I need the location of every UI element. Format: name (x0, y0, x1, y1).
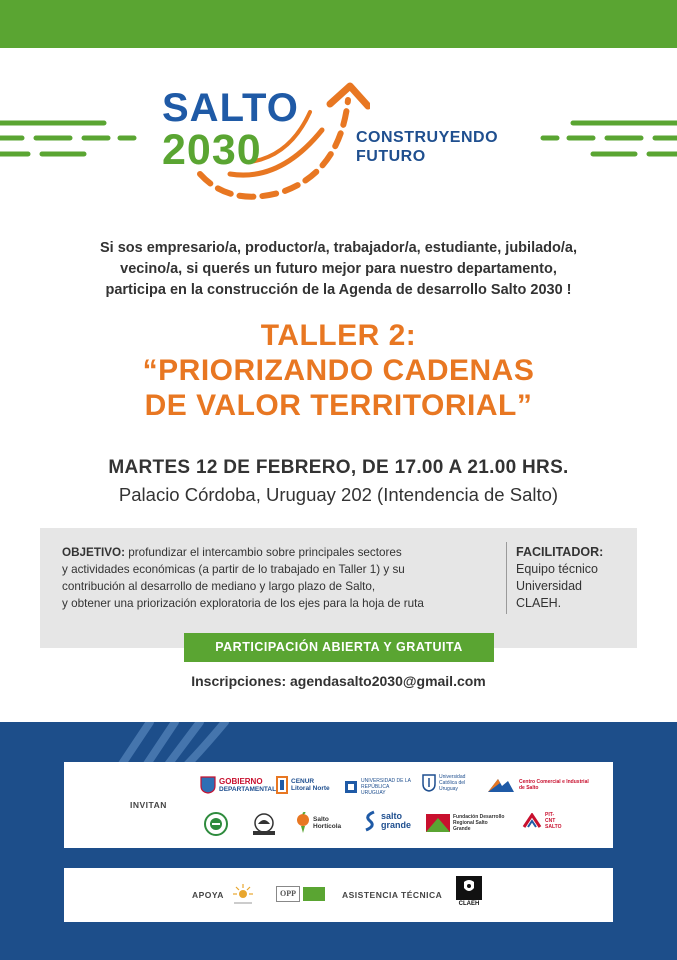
ucu-crest-icon (422, 774, 436, 792)
rural-seal-icon (250, 812, 278, 836)
centro-comercial-mark-icon (486, 776, 516, 794)
objective-text (62, 544, 506, 612)
centro-comercial-logo: Centro Comercial e Industrial de Salto (486, 776, 590, 794)
udelar-mark-icon (344, 780, 358, 794)
wave-mark-icon (362, 810, 378, 832)
slogan-line-2: FUTURO (356, 148, 426, 165)
event-place: Palacio Córdoba, Uruguay 202 (Intendencia de Salto) (118, 484, 559, 505)
intro-line-1: Si sos empresario/a, productor/a, trabajador/a, estudiante, jubilado/a, (99, 240, 577, 256)
objective-line-3: contribución al desarrollo de mediano y largo plazo de Salto, (62, 580, 376, 593)
intro-paragraph (40, 238, 637, 301)
cenur-logo: CENUR Litoral Norte (276, 776, 330, 794)
objective-box (40, 528, 637, 648)
pit-cnt-mark-icon (522, 813, 542, 829)
sponsors-footer (0, 722, 677, 960)
salto-horticola-logo: Salto Hortícola (296, 812, 341, 834)
objective-label: OBJETIVO: (62, 546, 125, 559)
salto-2030-logo (150, 82, 530, 207)
pit-cnt-logo: PIT-CNT SALTO (522, 812, 562, 830)
ucu-logo: Universidad Católica del Uruguay (422, 774, 478, 792)
taller-line-3: DE VALOR TERRITORIAL” (144, 389, 533, 422)
taller-heading (20, 318, 657, 423)
gobierno-departamental-logo: GOBIERNO DEPARTAMENTAL (200, 776, 276, 794)
registration-email[interactable]: Inscripciones: agendasalto2030@gmail.com (191, 673, 486, 689)
logo-year-text: 2030 (162, 126, 262, 174)
intro-line-2: vecino/a, si querés un futuro mejor para nuestro departamento, (120, 261, 557, 277)
presidencia-logo (230, 882, 256, 908)
shield-icon (200, 776, 216, 794)
facilitator-line-3: CLAEH. (516, 596, 562, 610)
sun-icon (230, 882, 256, 908)
objective-line-2: y actividades económicas (a partir de lo trabajado en Taller 1) y su (62, 563, 405, 576)
top-green-bar (0, 0, 677, 48)
claeh-logo: CLAEH (456, 876, 482, 908)
decorative-dashes-left (0, 118, 140, 162)
fundacion-mark-icon (426, 814, 450, 832)
invitan-label: INVITAN (130, 800, 167, 810)
asistencia-label: ASISTENCIA TÉCNICA (342, 890, 443, 900)
decorative-dashes-right (537, 118, 677, 162)
logo-slogan (356, 128, 498, 166)
objective-line-4: y obtener una priorización exploratoria de los ejes para la hoja de ruta (62, 597, 424, 610)
taller-line-2: “PRIORIZANDO CADENAS (142, 354, 535, 387)
taller-line-1: TALLER 2: (260, 319, 417, 352)
association-green-logo (204, 812, 228, 836)
opp-green-mark-icon (303, 887, 325, 901)
facilitator-line-1: Equipo técnico (516, 562, 599, 576)
cenur-mark-icon (276, 776, 288, 794)
salto-grande-logo: salto grande (362, 810, 411, 832)
slogan-line-1: CONSTRUYENDO (356, 129, 499, 146)
claeh-mark-icon (456, 876, 482, 900)
apoya-panel (64, 868, 613, 922)
green-seal-icon (204, 812, 228, 836)
apoya-label: APOYA (192, 890, 224, 900)
rural-association-logo (250, 812, 278, 836)
udelar-logo: UNIVERSIDAD DE LA REPÚBLICA URUGUAY (344, 778, 412, 796)
facilitator-block (516, 544, 603, 612)
facilitator-line-2: Universidad (516, 579, 583, 593)
objective-line-1: profundizar el intercambio sobre principales sectores (125, 546, 402, 559)
logo-salto-text: SALTO (162, 86, 299, 130)
event-date: MARTES 12 DE FEBRERO, DE 17.00 A 21.00 HRS. (108, 457, 569, 478)
facilitator-label: FACILITADOR: (516, 545, 604, 559)
invitan-panel (64, 762, 613, 848)
intro-line-3: participa en la construcción de la Agenda de desarrollo Salto 2030 ! (105, 282, 572, 298)
opp-logo: OPP (276, 886, 325, 902)
participation-banner: PARTICIPACIÓN ABIERTA Y GRATUITA (184, 633, 494, 662)
vegetable-icon (296, 812, 310, 834)
fundacion-salto-grande-logo: Fundación Desarrollo Regional Salto Grande (426, 814, 506, 832)
facilitator-divider (506, 542, 507, 614)
